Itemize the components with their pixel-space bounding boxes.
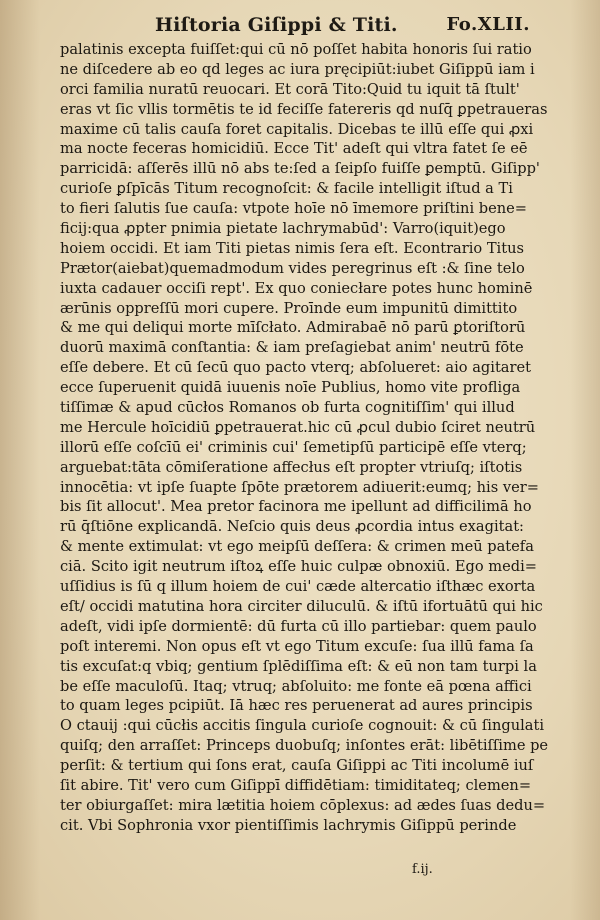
- text-line: tiſſimæ & apud cūcłos Romanos ob furta cognitiſſim' qui illud: [60, 399, 515, 417]
- text-line: ma nocte feceras homicidiū. Ecce Tit' adeſt qui vltra fatet ſe eē: [60, 140, 528, 158]
- page-edge-shadow-right: [570, 0, 600, 920]
- text-line: iuxta cadauer occiſi rept'. Ex quo coniecłare potes hunc hominē: [60, 279, 533, 297]
- body-text: [60, 40, 552, 836]
- running-title: Hiſtoria Giſippi & Titi.: [155, 14, 398, 36]
- text-line: innocētia: vt ipſe ſuapte ſpōte prætorem adiuerit:eumq; his ver=: [60, 478, 539, 496]
- page-edge-shadow-left: [0, 0, 40, 920]
- text-line: ter obiurgaſſet: mira lætitia hoiem cōplexus: ad ædes ſuas dedu=: [60, 796, 546, 814]
- text-line: adeſt, vidi ipſe dormientē: dū furta cū illo partiebar: quem paulo: [60, 617, 537, 635]
- text-line: to fieri ſalutis ſue cauſa: vtpote hoīe nō īmemore priſtini bene=: [60, 200, 527, 218]
- text-line: be eſſe maculoſū. Itaq; vtruq; abſoluito: me fonte eā pœna affici: [60, 677, 532, 695]
- text-line: palatinis excepta fuiſſet:qui cū nō poſſet habita honoris ſui ratio: [60, 41, 532, 58]
- text-line: ficij:qua ꝓpter pnimia pietate lachrymabūd': Varro(iquit)ego: [60, 220, 506, 238]
- text-line: Prætor(aiebat)quemadmodum vides peregrinus eſt :& ſine telo: [60, 259, 525, 277]
- text-line: orci familia nuratū reuocari. Et corā Tito:Quid tu iquit tā ſtult': [60, 80, 520, 98]
- text-line: rū q̄ſtiōne explicandā. Neſcio quis deus ꝓcordia intus exagitat:: [60, 518, 524, 536]
- page-header: [60, 12, 530, 42]
- text-line: ecce ſuperuenit quidā iuuenis noīe Publius, homo vite profliga: [60, 379, 521, 397]
- text-line: parricidā: aſſerēs illū nō abs te:ſed a ſeipſo fuiſſe ꝑemptū. Giſipp': [60, 160, 540, 178]
- text-line: O ctauij :qui cūcłis accitis ſingula curioſe cognouit: & cū ſingulati: [60, 717, 545, 735]
- text-line: eſſe debere. Et cū ſecū quo pacto vterq; abſolueret: aio agitaret: [60, 359, 531, 377]
- text-line: & mente extimulat: vt ego meipſū deſſera: & crimen meū patefa: [60, 538, 534, 556]
- text-line: poſt interemi. Non opus eſt vt ego Titum excuſe: ſua illū fama ſa: [60, 637, 534, 655]
- text-line: eras vt ſic vllis tormētis te id feciſſe fatereris qd nuſq̄ ꝑpetraueras: [60, 100, 548, 118]
- text-line: ærūnis oppreſſū mori cupere. Proīnde eum impunitū dimittito: [60, 299, 518, 317]
- text-line: bis ſit allocut'. Mea pretor facinora me ipellunt ad difficilimā ho: [60, 498, 532, 516]
- text-line: duorū maximā conſtantia: & iam preſagiebat anim' neutrū fōte: [60, 339, 524, 357]
- text-line: uſſidius is ſū q illum hoiem de cui' cæde altercatio iſthæc exorta: [60, 578, 536, 596]
- text-line: hoiem occidi. Et iam Titi pietas nimis ſera eſt. Econtrario Titus: [60, 239, 524, 257]
- text-line: ne diſcedere ab eo qd leges ac iura pręcipiūt:iubet Giſippū iam i: [60, 60, 535, 78]
- text-line: cit. Vbi Sophronia vxor pientiſſimis lachrymis Giſippū perinde: [60, 816, 517, 834]
- text-line: maxime cū talis cauſa foret capitalis. Dicebas te illū eſſe qui ꝓxi: [60, 120, 534, 138]
- signature-mark: f.ij.: [412, 862, 433, 877]
- text-line: quiſq; den arraſſet: Princeps duobuſq; inſontes erāt: libētiſſime pe: [60, 737, 549, 755]
- text-line: illorū eſſe coſcīū ei' criminis cui' ſemetipſū participē eſſe vterq;: [60, 438, 527, 456]
- text-line: ciā. Scito igit neutrum iſtoꝝ eſſe huic culpæ obnoxiū. Ego medi=: [60, 558, 538, 576]
- folio-number: Fo.XLII.: [446, 14, 530, 35]
- text-line: perſit: & tertium qui ſons erat, cauſa Giſippi ac Titi incolumē iuſ: [60, 757, 534, 775]
- text-line: tis excuſat:q vbiq; gentium ſplēdiſſima eſt: & eū non tam turpi la: [60, 657, 537, 675]
- text-line: curioſe ꝑſpīcās Titum recognoſcit: & facile intelligit iſtud a Ti: [60, 180, 513, 198]
- text-line: ſit abire. Tit' vero cum Giſippī diffidētiam: timiditateq; clemen=: [60, 776, 532, 794]
- text-line: arguebat:tāta cōmiſeratione affecłus eſt propter vtriuſq; iſtotis: [60, 458, 523, 476]
- text-line: & me qui deliqui morte mīſcłato. Admirabaē nō parū ꝑtoriſtorū: [60, 319, 526, 337]
- text-line: eſt/ occidi matutina hora circiter diluculū. & iſtū ifortuātū qui hic: [60, 597, 543, 615]
- text-line: to quam leges pcipiūt. Iā hæc res peruenerat ad aures principis: [60, 697, 533, 715]
- text-line: me Hercule hoīcidiū ꝑpetrauerat.hic cū ꝓcul dubio ſciret neutrū: [60, 418, 536, 436]
